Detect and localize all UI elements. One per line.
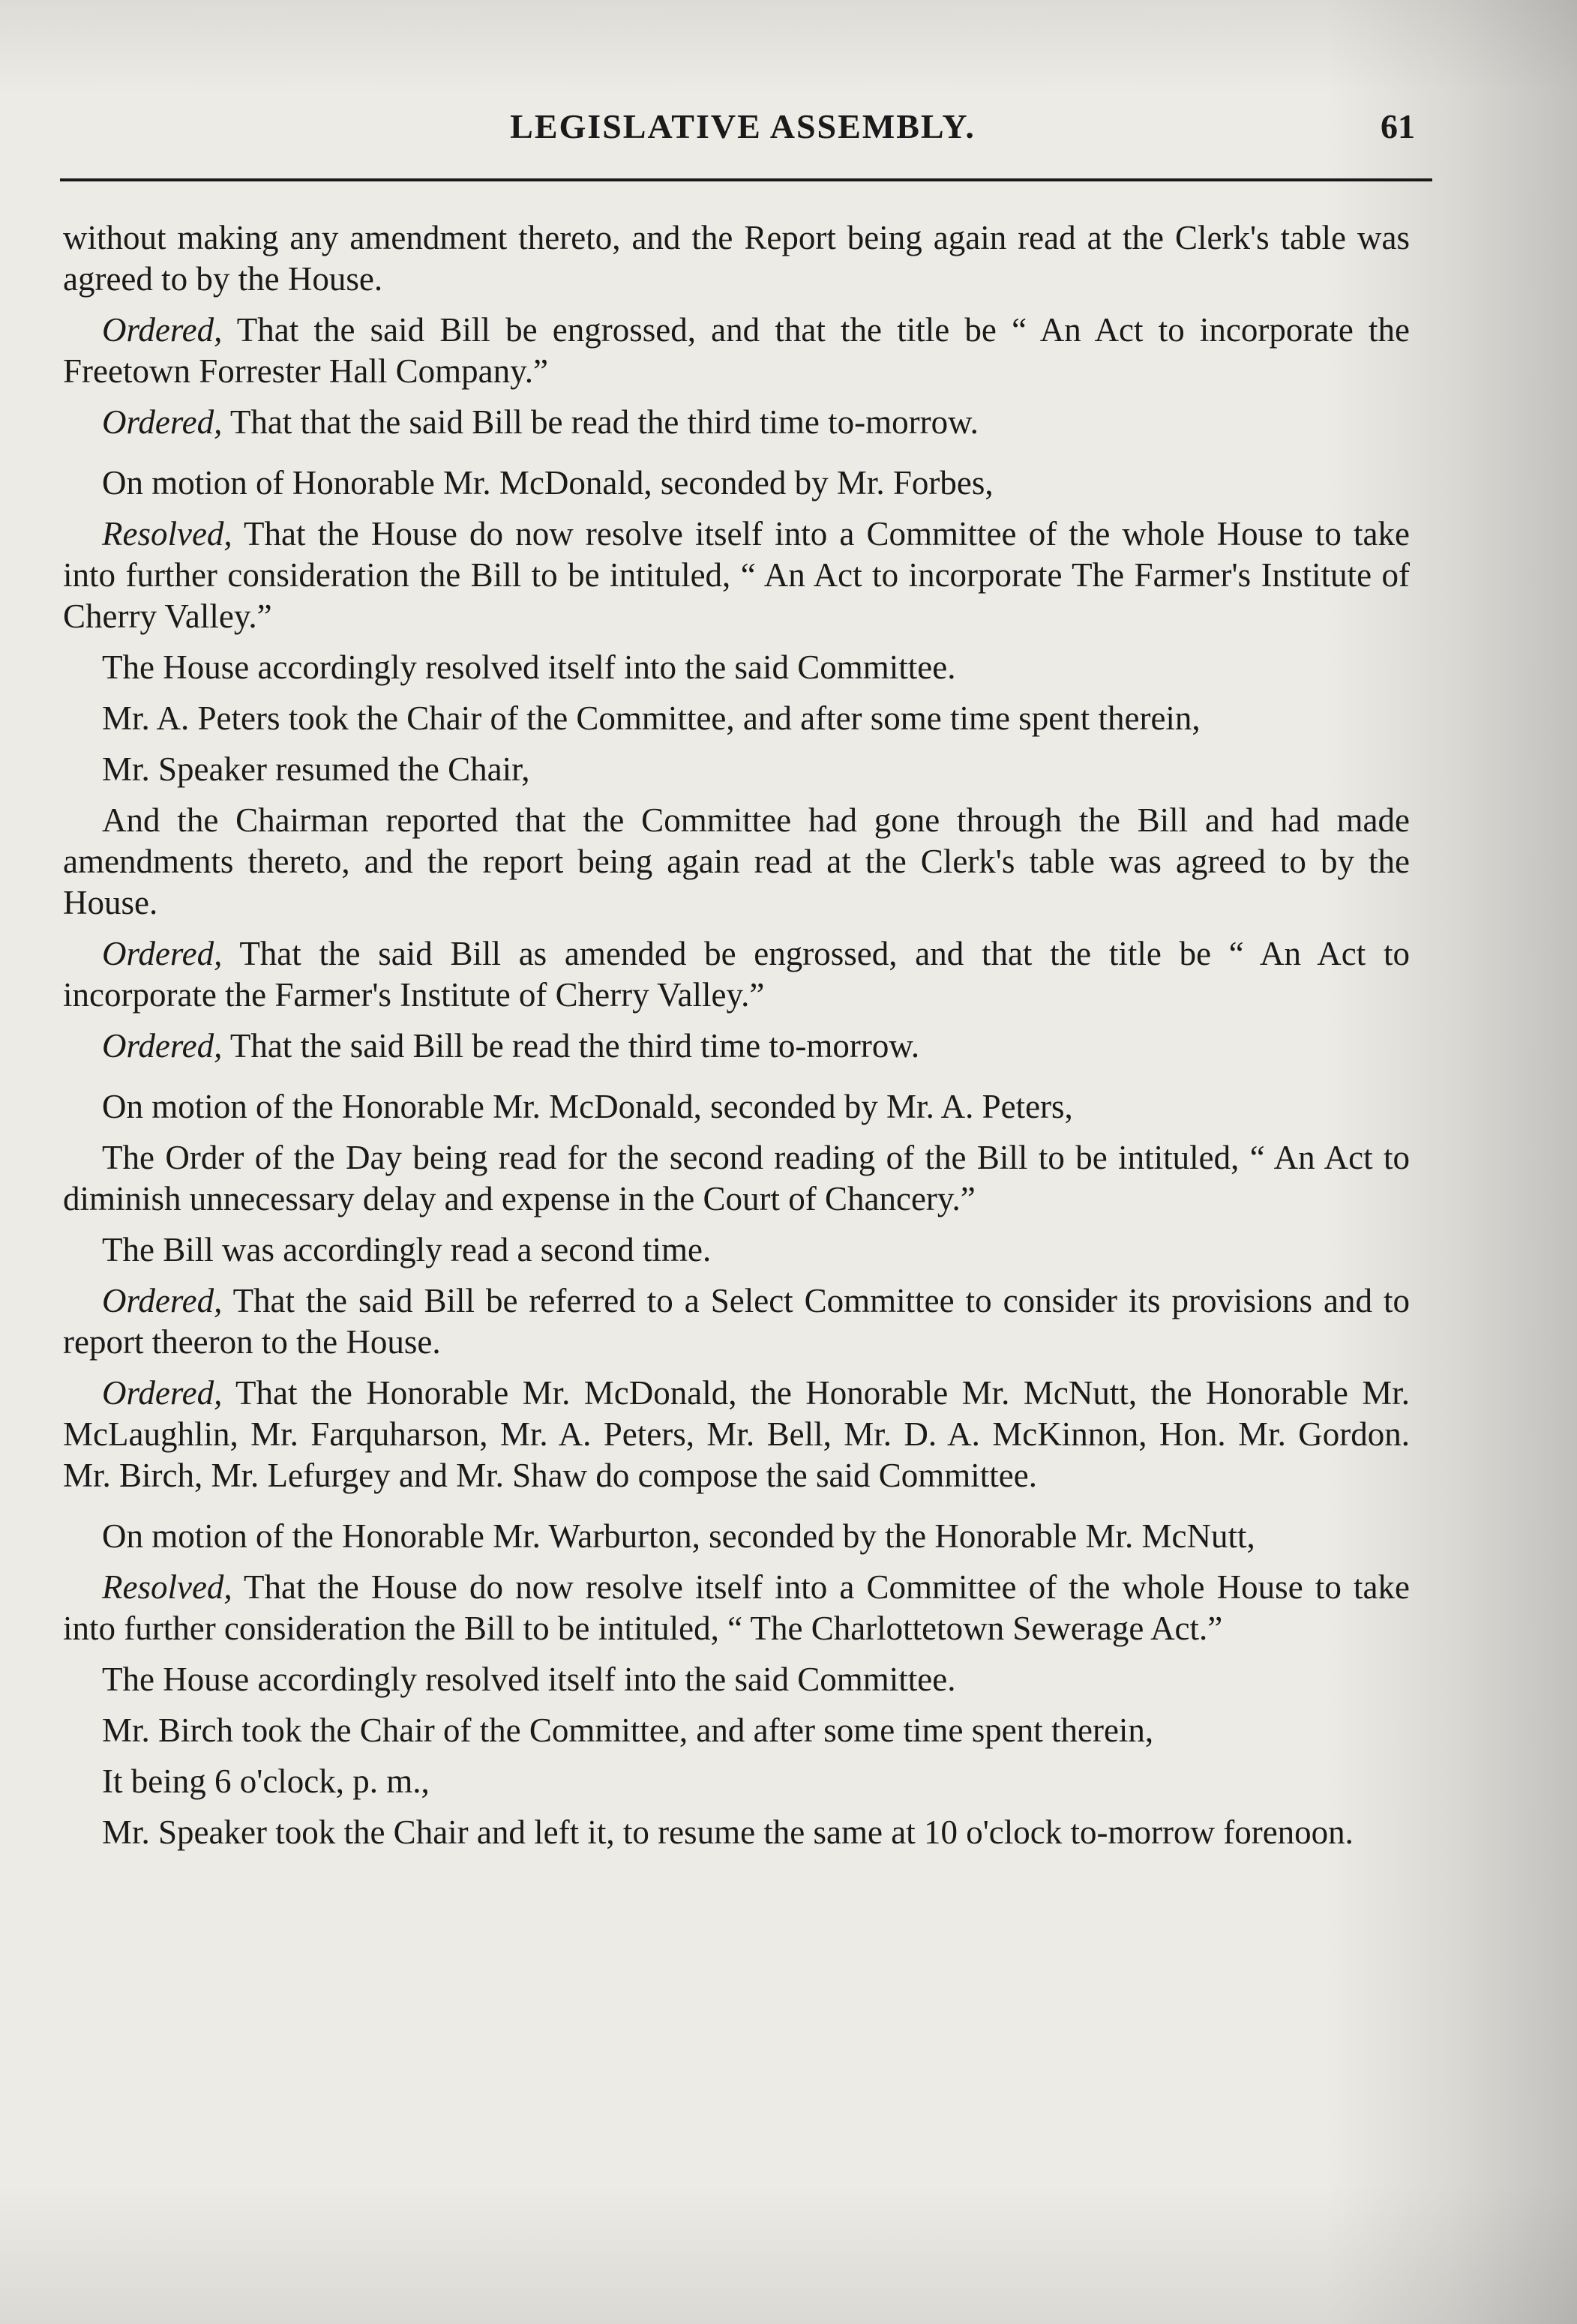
paragraph: [63, 1086, 1410, 1128]
paragraph: [63, 933, 1410, 1016]
paragraph: [63, 1761, 1410, 1802]
paragraph-text: On motion of the Honorable Mr. McDonald, seconded by Mr. A. Peters,: [102, 1088, 1073, 1125]
paragraph: [63, 1812, 1410, 1853]
paragraph-lead: Ordered,: [102, 1282, 223, 1319]
paragraph: [63, 217, 1410, 300]
document-body: [63, 217, 1410, 1863]
header-rule: [60, 178, 1432, 181]
paragraph: [63, 1710, 1410, 1751]
paragraph-text: That the House do now resolve itself into a Committee of the whole House to take into further consideration the Bill to be intituled, “ An Act to incorporate The Farmer's Institute of Cherry Valley.”: [63, 515, 1410, 635]
paragraph: [63, 1567, 1410, 1649]
paragraph-text: The Bill was accordingly read a second time.: [102, 1231, 712, 1268]
paragraph-lead: Ordered,: [102, 311, 223, 349]
paragraph: [63, 647, 1410, 688]
paragraph-lead: Resolved,: [102, 515, 232, 553]
paragraph-text: It being 6 o'clock, p. m.,: [102, 1762, 430, 1800]
paragraph: [63, 310, 1410, 392]
paragraph-lead: Resolved,: [102, 1568, 232, 1606]
paragraph: [63, 402, 1410, 443]
paragraph-lead: Ordered,: [102, 403, 223, 441]
paragraph-text: That the House do now resolve itself into a Committee of the whole House to take into further consideration the Bill to be intituled, “ The Charlottetown Sewerage Act.”: [63, 1568, 1410, 1647]
paragraph: [63, 1026, 1410, 1067]
running-head: LEGISLATIVE ASSEMBLY.: [510, 107, 976, 145]
paragraph: [63, 463, 1410, 504]
paragraph: [63, 1373, 1410, 1496]
paragraph: [63, 1229, 1410, 1271]
paragraph-text: That that the said Bill be read the third time to-morrow.: [222, 403, 979, 441]
paragraph-lead: Ordered,: [102, 1027, 223, 1065]
paragraph: [63, 698, 1410, 739]
paragraph-text: Mr. Speaker resumed the Chair,: [102, 750, 530, 788]
paragraph-text: without making any amendment thereto, and the Report being again read at the Clerk's table was agreed to by the House.: [63, 219, 1410, 298]
paragraph-text: On motion of Honorable Mr. McDonald, seconded by Mr. Forbes,: [102, 464, 994, 502]
paragraph-text: The Order of the Day being read for the second reading of the Bill to be intituled, “ An Act to diminish unnecessary delay and expense in the Court of Chancery.”: [63, 1139, 1410, 1217]
paragraph-text: Mr. Speaker took the Chair and left it, to resume the same at 10 o'clock to-morrow forenoon.: [102, 1813, 1354, 1851]
paragraph-text: That the said Bill be engrossed, and that the title be “ An Act to incorporate the Freetown Forrester Hall Company.”: [63, 311, 1410, 390]
paragraph: [63, 1516, 1410, 1557]
paragraph: [63, 514, 1410, 637]
paragraph-text: That the said Bill be read the third time to-morrow.: [222, 1027, 920, 1065]
page-number: 61: [1381, 107, 1415, 145]
paragraph-text: Mr. A. Peters took the Chair of the Committee, and after some time spent therein,: [102, 699, 1201, 737]
paragraph-text: The House accordingly resolved itself into the said Committee.: [102, 648, 956, 686]
paragraph-text: That the said Bill be referred to a Select Committee to consider its provisions and to report theeron to the House.: [63, 1282, 1410, 1361]
page-header: [63, 106, 1423, 151]
paragraph-text: On motion of the Honorable Mr. Warburton, seconded by the Honorable Mr. McNutt,: [102, 1517, 1255, 1555]
paragraph-text: Mr. Birch took the Chair of the Committee, and after some time spent therein,: [102, 1712, 1154, 1749]
paragraph: [63, 1137, 1410, 1220]
paragraph-lead: Ordered,: [102, 1374, 223, 1412]
paragraph-text: And the Chairman reported that the Committee had gone through the Bill and had made amendments thereto, and the report being again read at the Clerk's table was agreed to by the House.: [63, 801, 1410, 921]
paragraph: [63, 1280, 1410, 1363]
paragraph-text: That the said Bill as amended be engrossed, and that the title be “ An Act to incorporate the Farmer's Institute of Cherry Valley.”: [63, 935, 1410, 1014]
paragraph-text: The House accordingly resolved itself into the said Committee.: [102, 1661, 956, 1698]
paragraph-text: That the Honorable Mr. McDonald, the Honorable Mr. McNutt, the Honorable Mr. McLaughlin, Mr. Farquharson, Mr. A. Peters, Mr. Bell, Mr. D. A. McKinnon, Hon. Mr. Gordon. Mr. Birch, Mr. Lefurgey and Mr. Shaw do compose the said Committee.: [63, 1374, 1410, 1494]
paragraph: [63, 749, 1410, 790]
paragraph: [63, 800, 1410, 924]
paragraph-lead: Ordered,: [102, 935, 223, 972]
paragraph: [63, 1659, 1410, 1700]
